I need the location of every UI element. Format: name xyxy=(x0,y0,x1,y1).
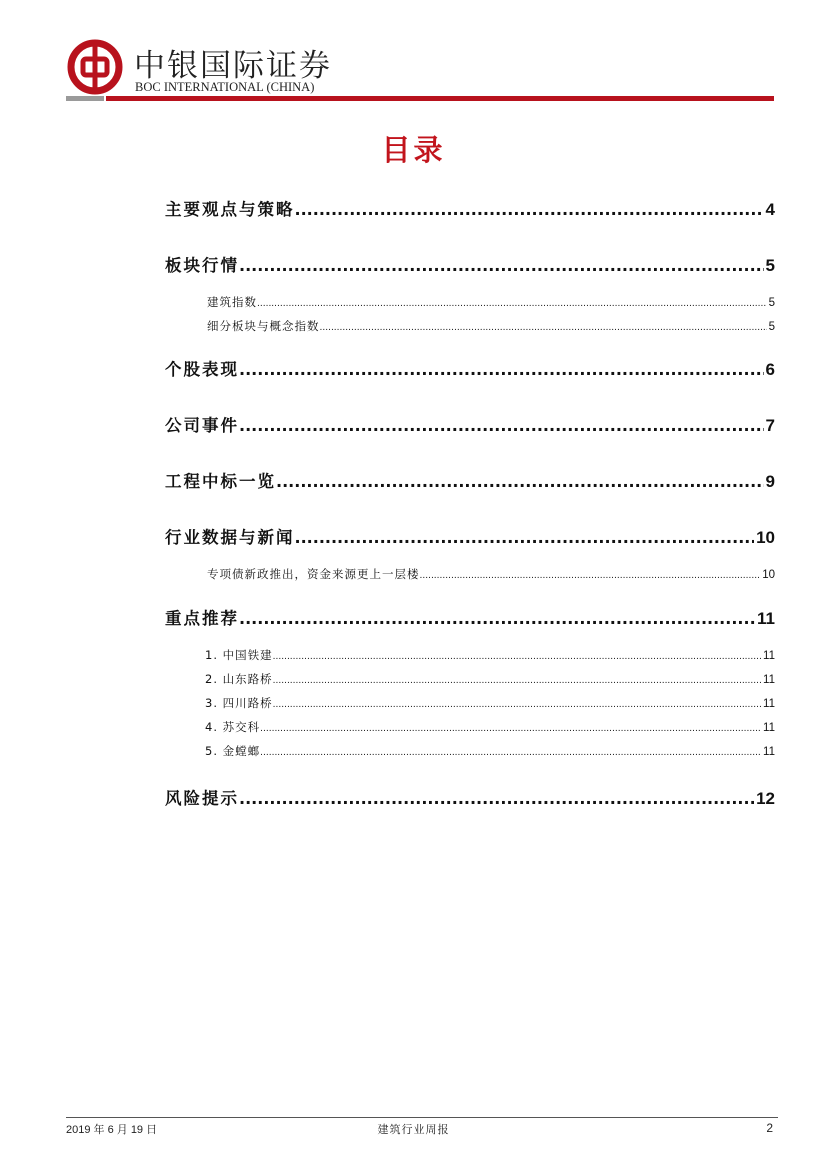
brand-name-english: BOC INTERNATIONAL (CHINA) xyxy=(135,80,315,94)
toc-leader-dots xyxy=(273,700,761,710)
toc-entry-page: 11 xyxy=(763,722,775,734)
toc-entry-label: 工程中标一览 xyxy=(165,472,276,491)
toc-entry-label: 5. 金螳螂 xyxy=(205,744,261,758)
toc-leader-dots xyxy=(320,323,767,333)
toc-entry[interactable] xyxy=(165,785,775,809)
toc-entry-page: 4 xyxy=(765,200,775,219)
toc-entry-label: 重点推荐 xyxy=(165,609,239,628)
toc-subentry[interactable] xyxy=(205,743,775,759)
footer-report-title: 建筑行业周报 xyxy=(377,1123,450,1136)
toc-entry[interactable] xyxy=(165,524,775,548)
header-rule-gray xyxy=(66,96,104,101)
toc-leader-dots xyxy=(239,360,764,379)
toc-entry-page: 10 xyxy=(756,528,775,547)
toc-entry-label: 个股表现 xyxy=(165,360,239,379)
toc-subentry[interactable] xyxy=(207,318,775,334)
toc-entry-label: 专项债新政推出，资金来源更上一层楼 xyxy=(207,567,420,581)
footer-date: 2019 年 6 月 19 日 xyxy=(66,1124,158,1136)
toc-subentry[interactable] xyxy=(207,566,775,582)
toc-entry-label: 4. 苏交科 xyxy=(205,720,261,734)
toc-entry-page: 11 xyxy=(763,674,775,686)
toc-entry-label: 风险提示 xyxy=(165,789,239,808)
toc-subentry[interactable] xyxy=(205,647,775,663)
toc-entry[interactable] xyxy=(165,196,775,220)
toc-entry-page: 11 xyxy=(763,650,775,662)
toc-leader-dots xyxy=(420,571,761,581)
toc-leader-dots xyxy=(260,748,761,758)
header-rule-red xyxy=(106,96,774,101)
toc-entry-page: 5 xyxy=(768,321,775,333)
toc-leader-dots xyxy=(260,724,761,734)
toc-entry[interactable] xyxy=(165,468,775,492)
toc-leader-dots xyxy=(273,652,761,662)
toc-entry[interactable] xyxy=(165,356,775,380)
toc-entry-page: 7 xyxy=(765,416,775,435)
toc-entry-label: 1. 中国铁建 xyxy=(205,648,273,662)
toc-entry-label: 板块行情 xyxy=(165,256,239,275)
toc-entry-label: 主要观点与策略 xyxy=(165,200,295,219)
toc-subentry[interactable] xyxy=(205,719,775,735)
toc-entry-label: 2. 山东路桥 xyxy=(205,672,273,686)
toc-entry-label: 公司事件 xyxy=(165,416,239,435)
toc-leader-dots xyxy=(295,200,764,219)
toc-entry-page: 5 xyxy=(768,297,775,309)
toc-entry-page: 11 xyxy=(757,609,775,628)
toc-subentry[interactable] xyxy=(205,695,775,711)
toc-leader-dots xyxy=(257,299,767,309)
report-header xyxy=(66,38,774,104)
bank-of-china-logo-icon xyxy=(66,38,124,96)
toc-entry-page: 12 xyxy=(756,789,775,808)
toc-entry-label: 细分板块与概念指数 xyxy=(207,319,320,333)
toc-entry-page: 9 xyxy=(765,472,775,491)
toc-entry-page: 11 xyxy=(763,746,775,758)
toc-leader-dots xyxy=(239,256,764,275)
toc-entry-page: 10 xyxy=(762,569,775,581)
footer-page-number: 2 xyxy=(766,1121,773,1135)
toc-entry[interactable] xyxy=(165,605,775,629)
toc-entry-label: 3. 四川路桥 xyxy=(205,696,273,710)
toc-leader-dots xyxy=(276,472,764,491)
toc-leader-dots xyxy=(295,528,755,547)
brand-name-chinese: 中银国际证券 xyxy=(134,48,332,84)
toc-leader-dots xyxy=(239,609,755,628)
toc-entry[interactable] xyxy=(165,252,775,276)
toc-leader-dots xyxy=(239,789,754,808)
toc-title: 目录 xyxy=(381,133,446,167)
toc-entry-label: 行业数据与新闻 xyxy=(165,528,295,547)
toc-entry-page: 11 xyxy=(763,698,775,710)
toc-subentry[interactable] xyxy=(207,294,775,310)
toc-subentry[interactable] xyxy=(205,671,775,687)
toc-entry-label: 建筑指数 xyxy=(207,295,257,309)
toc-entry-page: 5 xyxy=(765,256,775,275)
toc-entry[interactable] xyxy=(165,412,775,436)
toc-leader-dots xyxy=(239,416,764,435)
toc-leader-dots xyxy=(273,676,761,686)
footer-rule xyxy=(66,1117,778,1118)
toc-entry-page: 6 xyxy=(765,360,775,379)
